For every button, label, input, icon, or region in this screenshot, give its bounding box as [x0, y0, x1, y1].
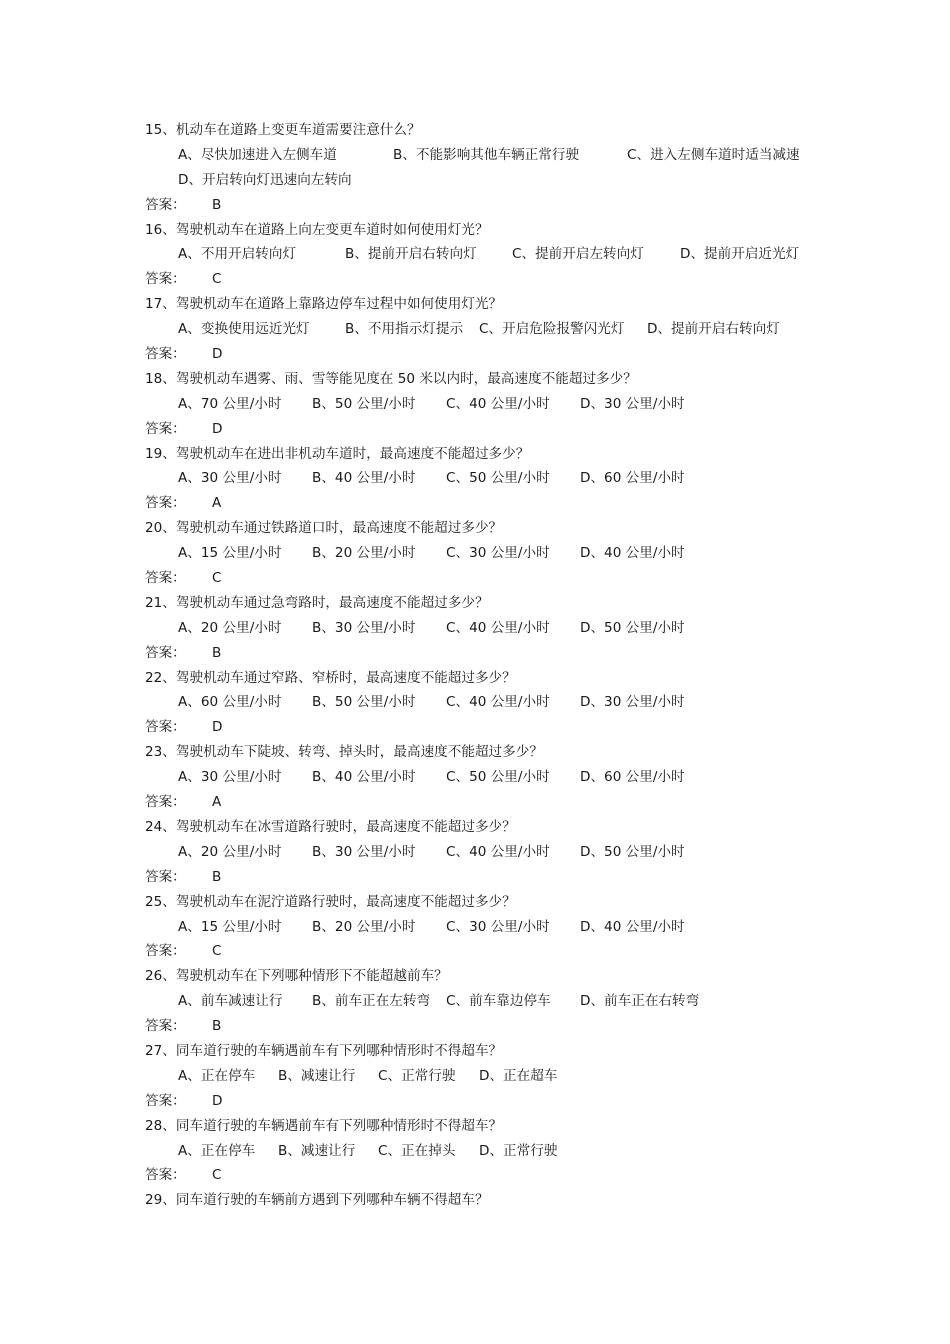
option-row: [145, 1139, 845, 1164]
answer-option: C、40 公里/小时: [446, 619, 550, 636]
answer-option: C、进入左侧车道时适当减速: [627, 146, 800, 163]
answer-option: B、20 公里/小时: [312, 545, 416, 562]
option-row: [145, 989, 845, 1014]
option-row: [145, 168, 845, 193]
answer-option: A、正在停车: [178, 1142, 256, 1159]
option-row: [145, 840, 845, 865]
question-text: 24、驾驶机动车在冰雪道路行驶时，最高速度不能超过多少？: [145, 818, 516, 835]
answer-option: A、正在停车: [178, 1067, 256, 1084]
answer-option: D、正常行驶: [479, 1142, 558, 1159]
answer-line: [145, 566, 845, 591]
answer-option: C、30 公里/小时: [446, 545, 550, 562]
answer-option: B、20 公里/小时: [312, 918, 416, 935]
answer-option: C、50 公里/小时: [446, 769, 550, 786]
answer-line: [145, 193, 845, 218]
answer-value: C: [212, 271, 222, 288]
answer-option: B、30 公里/小时: [312, 619, 416, 636]
answer-line: [145, 790, 845, 815]
answer-line: [145, 417, 845, 442]
answer-option: C、30 公里/小时: [446, 918, 550, 935]
answer-option: B、50 公里/小时: [312, 395, 416, 412]
answer-line: [145, 1163, 845, 1188]
answer-label: 答案：: [145, 495, 186, 512]
answer-value: A: [212, 495, 222, 512]
option-row: [145, 690, 845, 715]
answer-option: D、开启转向灯迅速向左转向: [178, 171, 352, 188]
option-row: [145, 392, 845, 417]
answer-option: C、40 公里/小时: [446, 694, 550, 711]
question-text: 19、驾驶机动车在进出非机动车道时，最高速度不能超过多少？: [145, 445, 530, 462]
question-text: 23、驾驶机动车下陡坡、转弯、掉头时，最高速度不能超过多少？: [145, 744, 543, 761]
answer-option: A、20 公里/小时: [178, 619, 282, 636]
answer-option: A、15 公里/小时: [178, 545, 282, 562]
answer-label: 答案：: [145, 420, 186, 437]
question-text: 29、同车道行驶的车辆前方遇到下列哪种车辆不得超车？: [145, 1192, 489, 1209]
answer-option: A、60 公里/小时: [178, 694, 282, 711]
answer-label: 答案：: [145, 570, 186, 587]
answer-option: D、30 公里/小时: [580, 395, 685, 412]
question-list: [145, 118, 845, 1213]
answer-option: B、50 公里/小时: [312, 694, 416, 711]
option-row: [145, 616, 845, 641]
answer-option: A、不用开启转向灯: [178, 246, 297, 263]
answer-label: 答案：: [145, 271, 186, 288]
answer-option: C、提前开启左转向灯: [512, 246, 644, 263]
answer-option: C、正在掉头: [378, 1142, 456, 1159]
answer-option: C、50 公里/小时: [446, 470, 550, 487]
answer-value: B: [212, 196, 222, 213]
answer-value: D: [212, 420, 223, 437]
answer-value: C: [212, 570, 222, 587]
answer-option: B、不用指示灯提示: [345, 321, 464, 338]
answer-option: B、40 公里/小时: [312, 769, 416, 786]
question-text: 20、驾驶机动车通过铁路道口时，最高速度不能超过多少？: [145, 520, 503, 537]
answer-value: A: [212, 794, 222, 811]
answer-option: D、50 公里/小时: [580, 619, 685, 636]
question-text: 27、同车道行驶的车辆遇前车有下列哪种情形时不得超车？: [145, 1042, 503, 1059]
answer-option: D、前车正在右转弯: [580, 993, 700, 1010]
option-row: [145, 915, 845, 940]
answer-option: C、40 公里/小时: [446, 843, 550, 860]
answer-option: B、提前开启右转向灯: [345, 246, 477, 263]
answer-label: 答案：: [145, 794, 186, 811]
question-text: 17、驾驶机动车在道路上靠路边停车过程中如何使用灯光？: [145, 296, 503, 313]
question-text: 21、驾驶机动车通过急弯路时，最高速度不能超过多少？: [145, 594, 489, 611]
answer-line: [145, 641, 845, 666]
answer-line: [145, 715, 845, 740]
answer-value: B: [212, 1018, 222, 1035]
option-row: [145, 466, 845, 491]
question-text: 22、驾驶机动车通过窄路、窄桥时，最高速度不能超过多少？: [145, 669, 516, 686]
question-text: 25、驾驶机动车在泥泞道路行驶时，最高速度不能超过多少？: [145, 893, 516, 910]
answer-label: 答案：: [145, 943, 186, 960]
answer-label: 答案：: [145, 346, 186, 363]
question-text: 18、驾驶机动车遇雾、雨、雪等能见度在 50 米以内时，最高速度不能超过多少？: [145, 370, 637, 387]
answer-value: D: [212, 346, 223, 363]
answer-line: [145, 491, 845, 516]
answer-option: A、变换使用远近光灯: [178, 321, 310, 338]
answer-option: B、40 公里/小时: [312, 470, 416, 487]
answer-label: 答案：: [145, 196, 186, 213]
option-row: [145, 541, 845, 566]
question-text: 16、驾驶机动车在道路上向左变更车道时如何使用灯光？: [145, 221, 489, 238]
answer-option: B、前车正在左转弯: [312, 993, 431, 1010]
answer-option: A、30 公里/小时: [178, 769, 282, 786]
answer-value: C: [212, 1167, 222, 1184]
answer-line: [145, 1014, 845, 1039]
answer-value: C: [212, 943, 222, 960]
answer-label: 答案：: [145, 868, 186, 885]
answer-label: 答案：: [145, 644, 186, 661]
option-row: [145, 242, 845, 267]
answer-option: D、60 公里/小时: [580, 769, 685, 786]
answer-option: D、提前开启右转向灯: [647, 321, 780, 338]
answer-option: A、30 公里/小时: [178, 470, 282, 487]
answer-option: D、40 公里/小时: [580, 918, 685, 935]
answer-label: 答案：: [145, 1092, 186, 1109]
question-text: 28、同车道行驶的车辆遇前车有下列哪种情形时不得超车？: [145, 1117, 503, 1134]
question-text: 15、机动车在道路上变更车道需要注意什么？: [145, 122, 421, 138]
answer-option: B、不能影响其他车辆正常行驶: [393, 146, 580, 163]
option-row: [145, 317, 845, 342]
answer-option: D、30 公里/小时: [580, 694, 685, 711]
answer-option: D、提前开启近光灯: [680, 246, 800, 263]
answer-option: A、20 公里/小时: [178, 843, 282, 860]
answer-option: C、40 公里/小时: [446, 395, 550, 412]
answer-option: A、15 公里/小时: [178, 918, 282, 935]
answer-option: B、减速让行: [278, 1142, 356, 1159]
answer-line: [145, 342, 845, 367]
answer-option: A、70 公里/小时: [178, 395, 282, 412]
answer-label: 答案：: [145, 719, 186, 736]
answer-option: C、开启危险报警闪光灯: [479, 321, 625, 338]
option-row: [145, 1064, 845, 1089]
answer-value: B: [212, 644, 222, 661]
answer-option: D、40 公里/小时: [580, 545, 685, 562]
option-row: [145, 143, 845, 168]
answer-option: C、正常行驶: [378, 1067, 456, 1084]
answer-option: A、尽快加速进入左侧车道: [178, 146, 337, 163]
answer-line: [145, 939, 845, 964]
answer-option: B、减速让行: [278, 1067, 356, 1084]
answer-option: A、前车减速让行: [178, 993, 283, 1010]
option-row: [145, 765, 845, 790]
answer-option: C、前车靠边停车: [446, 993, 551, 1010]
answer-line: [145, 1089, 845, 1114]
answer-label: 答案：: [145, 1018, 186, 1035]
answer-label: 答案：: [145, 1167, 186, 1184]
answer-option: B、30 公里/小时: [312, 843, 416, 860]
answer-option: D、50 公里/小时: [580, 843, 685, 860]
answer-line: [145, 865, 845, 890]
answer-line: [145, 267, 845, 292]
answer-value: B: [212, 868, 222, 885]
answer-value: D: [212, 719, 223, 736]
answer-value: D: [212, 1092, 223, 1109]
answer-option: D、正在超车: [479, 1067, 558, 1084]
question-text: 26、驾驶机动车在下列哪种情形下不能超越前车？: [145, 968, 448, 985]
answer-option: D、60 公里/小时: [580, 470, 685, 487]
